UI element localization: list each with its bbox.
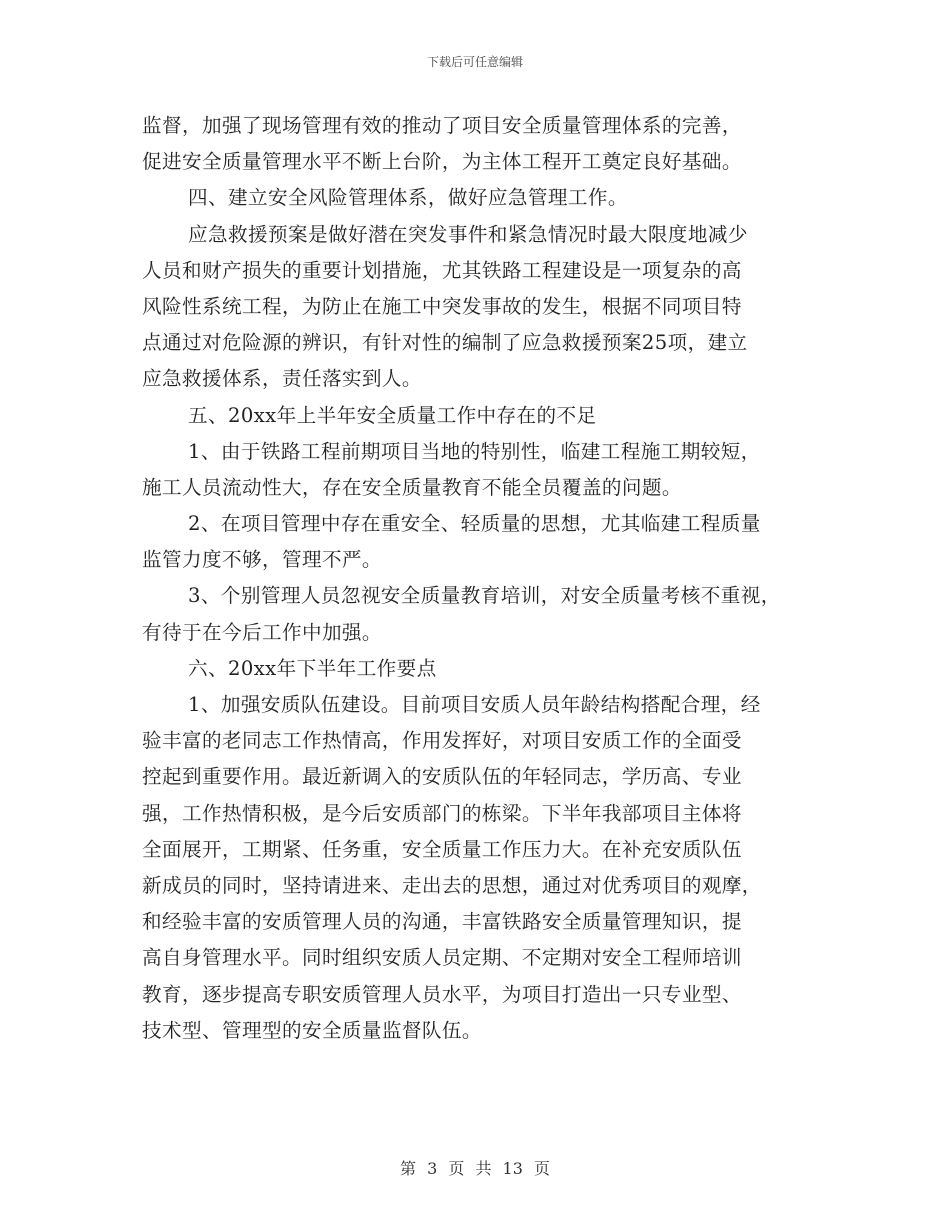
text-line: 风险性系统工程，为防止在施工中突发事故的发生，根据不同项目特: [142, 294, 742, 318]
text-line: 2、在项目管理中存在重安全、轻质量的思想，尤其临建工程质量: [188, 512, 761, 536]
text-line: 强，工作热情积极，是今后安质部门的栋梁。下半年我部项目主体将: [142, 801, 742, 825]
text-line: 全面展开，工期紧、任务重，安全质量工作压力大。在补充安质队伍: [142, 837, 742, 861]
text-line: 施工人员流动性大，存在安全质量教育不能全员覆盖的问题。: [142, 475, 682, 499]
text-line: 监督，加强了现场管理有效的推动了项目安全质量管理体系的完善，: [142, 114, 742, 137]
text-line: 监管力度不够，管理不严。: [142, 548, 382, 572]
text-line: 促进安全质量管理水平不断上台阶，为主体工程开工奠定良好基础。: [142, 150, 742, 174]
text-line: 1、由于铁路工程前期项目当地的特别性，临建工程施工期较短，: [188, 439, 761, 463]
text-line: 3、个别管理人员忽视安全质量教育培训，对安全质量考核不重视，: [188, 584, 781, 608]
page-header: 下载后可任意编辑: [426, 55, 523, 69]
text-line: 人员和财产损失的重要计划措施，尤其铁路工程建设是一项复杂的高: [142, 258, 742, 282]
text-line: 1、加强安质队伍建设。目前项目安质人员年龄结构搭配合理，经: [188, 693, 761, 716]
document-body: [142, 108, 832, 1049]
text-line: 点通过对危险源的辨识，有针对性的编制了应急救援预案25项，建立: [142, 331, 748, 355]
text-line: 技术型、管理型的安全质量监督队伍。: [142, 1018, 482, 1042]
text-line: 验丰富的老同志工作热情高，作用发挥好，对项目安质工作的全面受: [142, 729, 742, 753]
page-number-footer: 第 3 页 共 13 页: [400, 1159, 550, 1178]
text-line: 应急救援体系，责任落实到人。: [142, 367, 422, 391]
section-heading: 四、建立安全风险管理体系，做好应急管理工作。: [188, 186, 628, 210]
section-heading: 五、20xx年上半年安全质量工作中存在的不足: [188, 403, 597, 427]
text-line: 控起到重要作用。最近新调入的安质队伍的年轻同志，学历高、专业: [142, 765, 742, 789]
section-heading: 六、20xx年下半年工作要点: [188, 656, 437, 680]
text-line: 新成员的同时，坚持请进来、走出去的思想，通过对优秀项目的观摩，: [142, 873, 762, 897]
text-line: 高自身管理水平。同时组织安质人员定期、不定期对安全工程师培训: [142, 946, 742, 970]
text-line: 教育，逐步提高专职安质管理人员水平，为项目打造出一只专业型、: [142, 982, 742, 1006]
text-line: 和经验丰富的安质管理人员的沟通，丰富铁路安全质量管理知识，提: [142, 910, 742, 934]
text-line: 有待于在今后工作中加强。: [142, 620, 382, 644]
text-line: 应急救援预案是做好潜在突发事件和紧急情况时最大限度地减少: [188, 222, 748, 246]
